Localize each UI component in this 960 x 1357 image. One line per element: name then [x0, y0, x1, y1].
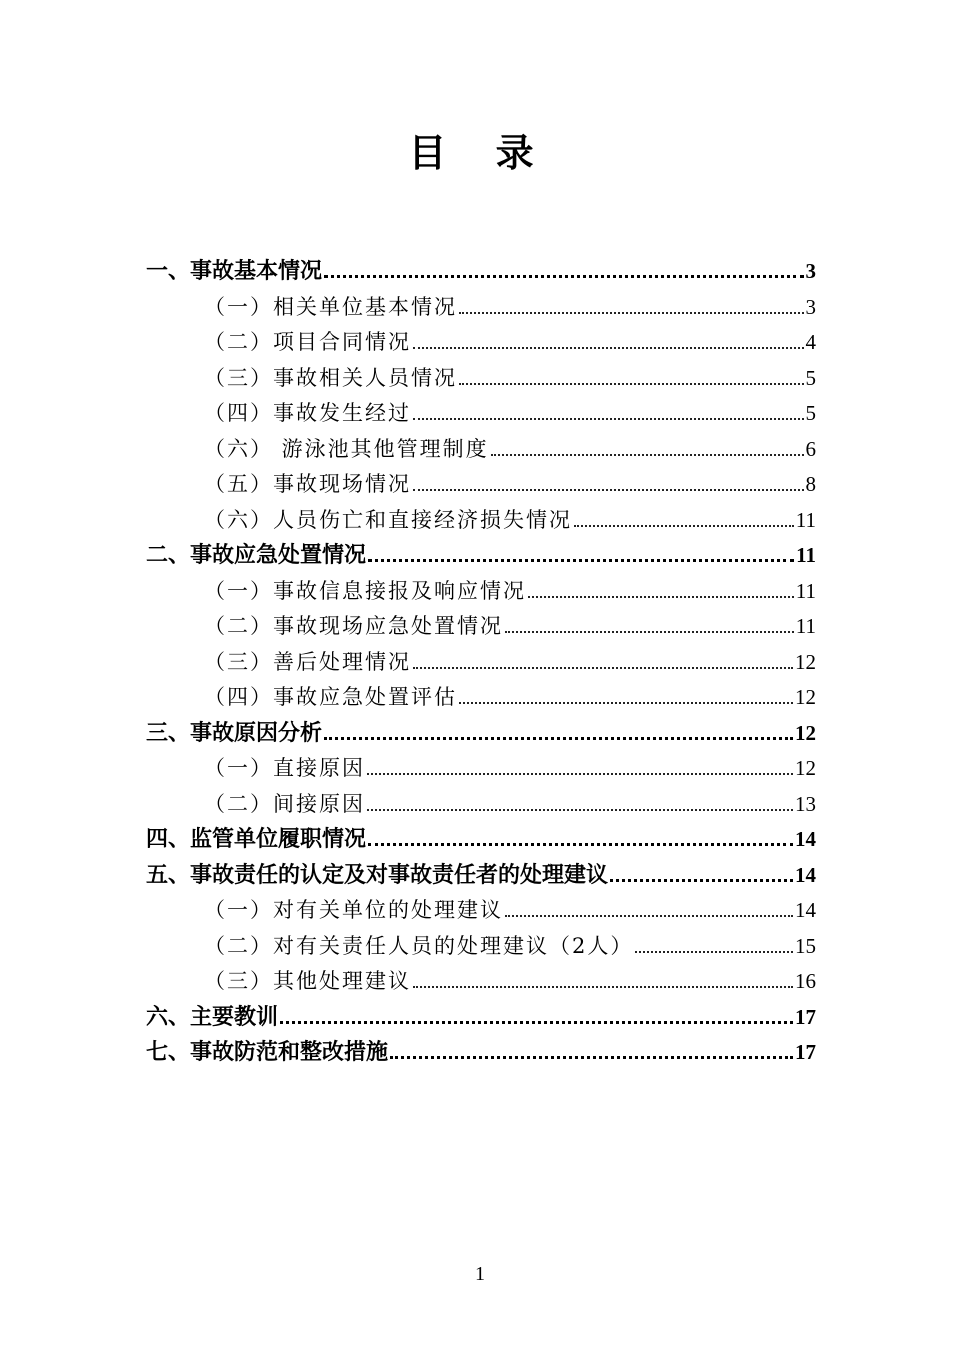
toc-entry-subsection[interactable] [146, 609, 816, 645]
toc-entry-page: 5 [805, 365, 816, 390]
toc-entry-label: 一、事故基本情况 [146, 259, 323, 284]
page-title: 目 录 [408, 130, 552, 175]
toc-dot-leader [413, 970, 793, 988]
toc-dot-leader [324, 722, 793, 740]
toc-entry-page: 3 [805, 259, 816, 283]
toc-entry-label: 七、事故防范和整改措施 [146, 1040, 389, 1065]
toc-entry-label: （二）对有关责任人员的处理建议（2人） [204, 933, 634, 958]
toc-entry-label: 五、事故责任的认定及对事故责任者的处理建议 [146, 862, 609, 888]
toc-dot-leader [459, 367, 804, 385]
toc-entry-subsection[interactable] [146, 574, 816, 610]
toc-entry-label: （二）间接原因 [204, 791, 365, 816]
toc-entry-page: 4 [805, 330, 816, 354]
toc-entry-subsection[interactable] [146, 432, 816, 468]
toc-entry-section-5[interactable] [146, 858, 816, 894]
toc-dot-leader [491, 438, 804, 456]
toc-entry-page: 16 [795, 969, 816, 993]
toc-entry-label: （六） 游泳池其他管理制度 [204, 436, 489, 461]
toc-entry-page: 13 [795, 791, 816, 816]
toc-entry-label: （三）其他处理建议 [204, 969, 411, 993]
toc-dot-leader [505, 899, 793, 917]
toc-entry-subsection[interactable] [146, 396, 816, 432]
toc-entry-subsection[interactable] [146, 503, 816, 539]
toc-entry-subsection[interactable] [146, 467, 816, 503]
toc-entry-subsection[interactable] [146, 325, 816, 361]
toc-entry-page: 3 [805, 294, 816, 319]
toc-entry-page: 17 [795, 1004, 816, 1029]
toc-dot-leader [574, 509, 794, 527]
toc-entry-section-6[interactable] [146, 1000, 816, 1036]
table-of-contents [146, 254, 816, 1071]
toc-entry-label: 三、事故原因分析 [146, 720, 323, 746]
toc-entry-page: 12 [795, 685, 816, 709]
toc-dot-leader [413, 402, 804, 420]
toc-entry-page: 12 [795, 649, 816, 674]
toc-entry-label: 四、监管单位履职情况 [146, 827, 367, 852]
toc-dot-leader [367, 793, 793, 811]
toc-dot-leader [610, 864, 793, 882]
toc-entry-page: 8 [805, 472, 816, 496]
toc-dot-leader [413, 331, 804, 349]
toc-entry-section-7[interactable] [146, 1035, 816, 1071]
toc-entry-subsection[interactable] [146, 290, 816, 326]
toc-entry-label: （三）善后处理情况 [204, 649, 411, 674]
toc-entry-label: （四）事故应急处置评估 [204, 685, 457, 709]
toc-entry-page: 6 [805, 436, 816, 461]
toc-dot-leader [413, 473, 804, 491]
toc-entry-subsection[interactable] [146, 929, 816, 965]
toc-entry-page: 12 [795, 720, 816, 745]
toc-entry-label: 二、事故应急处置情况 [146, 543, 367, 568]
toc-entry-section-1[interactable] [146, 254, 816, 290]
toc-entry-page: 15 [795, 933, 816, 958]
toc-entry-subsection[interactable] [146, 787, 816, 823]
toc-entry-subsection[interactable] [146, 645, 816, 681]
toc-entry-page: 11 [796, 543, 816, 567]
toc-dot-leader [324, 260, 803, 278]
toc-entry-label: （一）直接原因 [204, 756, 365, 780]
toc-dot-leader [459, 296, 804, 314]
toc-entry-label: （一）相关单位基本情况 [204, 294, 457, 319]
toc-entry-section-3[interactable] [146, 716, 816, 752]
toc-entry-section-4[interactable] [146, 822, 816, 858]
toc-dot-leader [390, 1041, 793, 1059]
toc-entry-label: （二）项目合同情况 [204, 330, 411, 354]
toc-entry-label: （六）人员伤亡和直接经济损失情况 [204, 507, 572, 532]
toc-dot-leader [368, 828, 793, 846]
toc-dot-leader [413, 651, 793, 669]
toc-entry-subsection[interactable] [146, 361, 816, 397]
toc-dot-leader [280, 1006, 793, 1024]
toc-entry-label: （四）事故发生经过 [204, 401, 411, 425]
toc-dot-leader [459, 686, 793, 704]
toc-entry-label: （二）事故现场应急处置情况 [204, 614, 503, 638]
toc-entry-page: 11 [795, 578, 816, 603]
toc-entry-page: 14 [795, 862, 816, 887]
toc-entry-subsection[interactable] [146, 964, 816, 1000]
toc-dot-leader [528, 580, 794, 598]
toc-entry-label: （一）事故信息接报及响应情况 [204, 578, 526, 603]
toc-entry-subsection[interactable] [146, 751, 816, 787]
toc-entry-page: 14 [795, 827, 816, 851]
toc-entry-section-2[interactable] [146, 538, 816, 574]
toc-entry-page: 11 [795, 507, 816, 532]
toc-entry-page: 14 [795, 898, 816, 922]
toc-entry-label: （一）对有关单位的处理建议 [204, 898, 503, 922]
toc-entry-label: 六、主要教训 [146, 1004, 279, 1030]
page-number: 1 [475, 1263, 485, 1285]
toc-dot-leader [368, 544, 794, 562]
toc-entry-label: （五）事故现场情况 [204, 472, 411, 496]
toc-entry-label: （三）事故相关人员情况 [204, 365, 457, 390]
toc-entry-subsection[interactable] [146, 893, 816, 929]
toc-dot-leader [505, 615, 794, 633]
toc-entry-page: 12 [795, 756, 816, 780]
toc-dot-leader [635, 935, 793, 953]
toc-dot-leader [367, 757, 793, 775]
toc-entry-subsection[interactable] [146, 680, 816, 716]
toc-entry-page: 11 [795, 614, 816, 638]
toc-entry-page: 17 [795, 1040, 816, 1064]
toc-entry-page: 5 [805, 401, 816, 425]
